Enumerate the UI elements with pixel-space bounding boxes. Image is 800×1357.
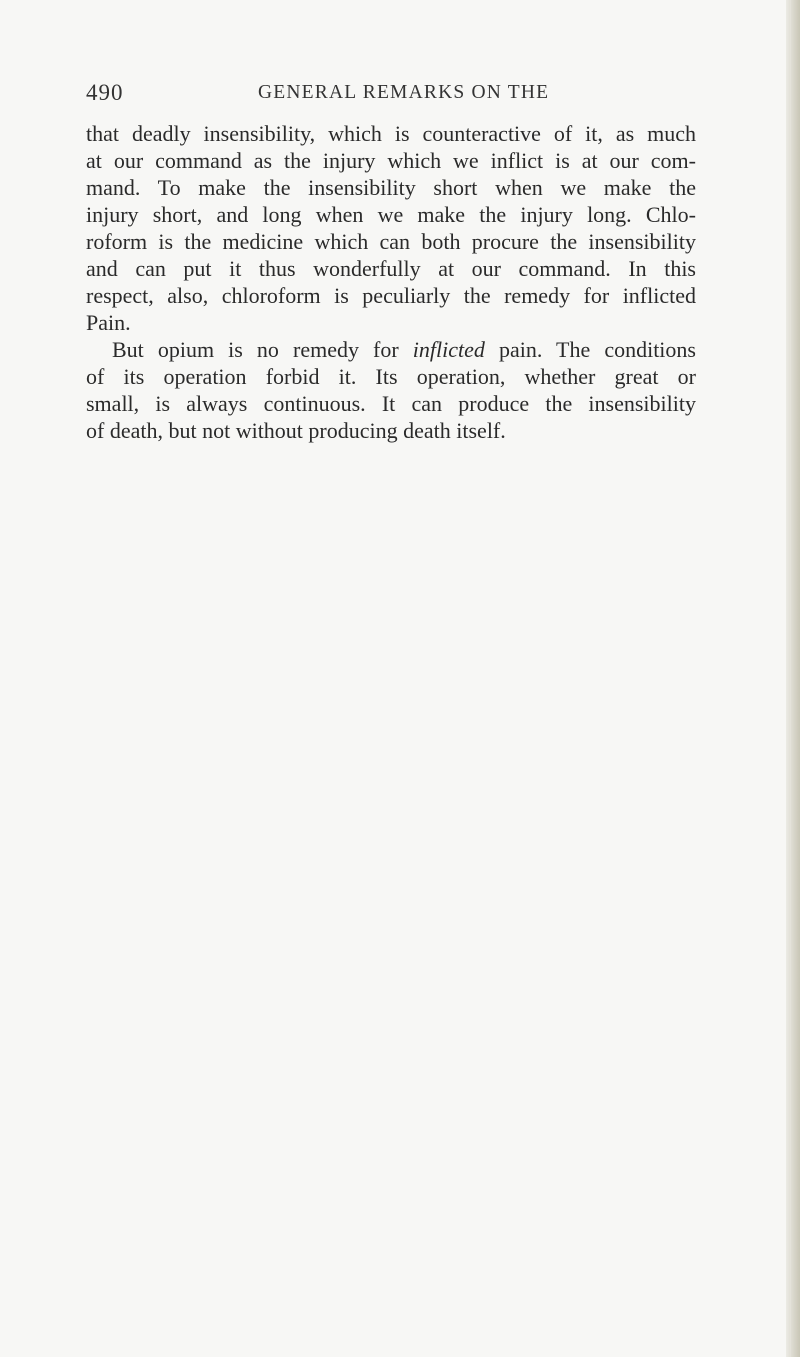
text-line: injury short, and long when we make the injury long. Chlo- bbox=[86, 202, 696, 227]
page-edge-shadow bbox=[786, 0, 800, 1357]
text-line bbox=[86, 336, 696, 363]
paragraph-2 bbox=[86, 336, 696, 444]
text-line: respect, also, chloroform is peculiarly the remedy for inflicted bbox=[86, 283, 696, 308]
italic-emphasis: inflicted bbox=[412, 337, 485, 362]
text-line: of its operation forbid it. Its operation, whether great or bbox=[86, 364, 696, 389]
text-line: Pain. bbox=[86, 310, 131, 335]
text-line: of death, but not without producing death itself. bbox=[86, 418, 506, 443]
text-segment: pain. The conditions bbox=[484, 337, 696, 362]
text-line: mand. To make the insensibility short when we make the bbox=[86, 175, 696, 200]
running-head-title: GENERAL REMARKS ON THE bbox=[258, 82, 550, 103]
text-line: that deadly insensibility, which is counteractive of it, as much bbox=[86, 121, 696, 146]
running-head bbox=[86, 80, 701, 110]
text-line: at our command as the injury which we inflict is at our com- bbox=[86, 148, 696, 173]
text-line: roform is the medicine which can both procure the insensibility bbox=[86, 229, 696, 254]
text-segment: But opium is no remedy for bbox=[112, 337, 413, 362]
text-line: small, is always continuous. It can produce the insensibility bbox=[86, 391, 696, 416]
text-line: and can put it thus wonderfully at our command. In this bbox=[86, 256, 696, 281]
page-number: 490 bbox=[86, 80, 124, 105]
paragraph-1 bbox=[86, 120, 696, 336]
body-text bbox=[86, 120, 696, 444]
